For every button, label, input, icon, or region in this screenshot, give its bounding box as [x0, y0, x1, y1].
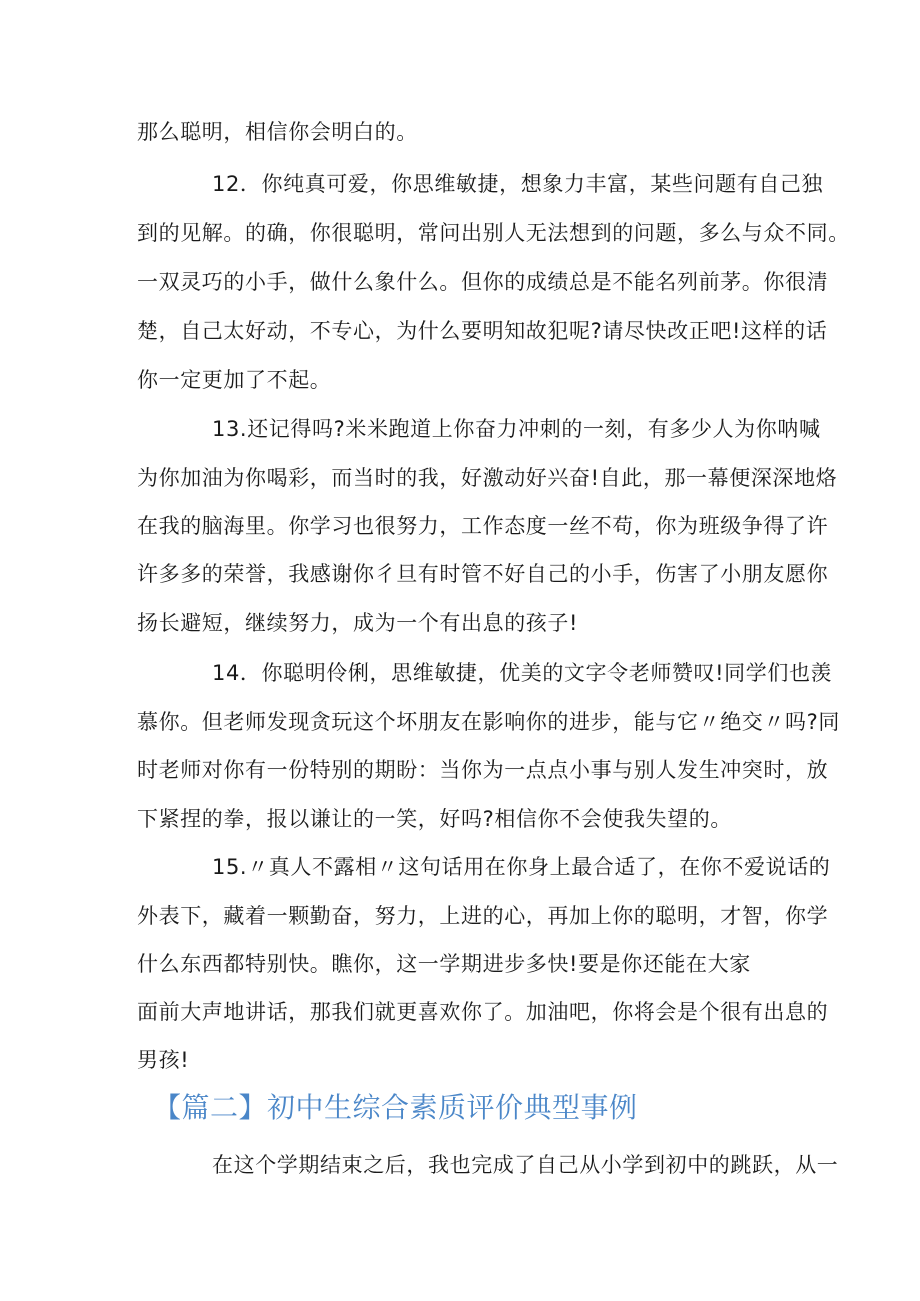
paragraph-first-line: 在这个学期结束之后，我也完成了自己从小学到初中的跳跃，从一	[212, 1153, 839, 1177]
text-line: 男孩!	[137, 1048, 190, 1072]
text-line: 那么聪明，相信你会明白的。	[137, 120, 418, 144]
text-line: 扬长避短，继续努力，成为一个有出息的孩子!	[137, 611, 579, 635]
section-heading: 【篇二】初中生综合素质评价典型事例	[153, 1091, 638, 1124]
text-line: 慕你。但老师发现贪玩这个坏朋友在影响你的进步，能与它〃绝交〃吗?同	[137, 710, 840, 734]
paragraph-15-first-line: 15.〃真人不露相〃这句话用在你身上最合适了，在你不爱说话的	[212, 855, 831, 879]
text-line: 为你加油为你喝彩，而当时的我，好激动好兴奋!自此，那一幕便深深地烙	[137, 466, 838, 490]
text-line: 外表下，藏着一颗勤奋，努力，上进的心，再加上你的聪明，才智，你学	[137, 904, 829, 928]
text-line: 下紧捏的拳，报以谦让的一笑，好吗?相信你不会使我失望的。	[137, 807, 732, 831]
text-line: 许多多的荣誉，我感谢你彳旦有时管不好自己的小手，伤害了小朋友愿你	[137, 562, 829, 586]
text-line: 到的见解。的确，你很聪明，常问出别人无法想到的问题，多么与众不同。	[137, 221, 850, 245]
text-line: 时老师对你有一份特别的期盼：当你为一点点小事与别人发生冲突时，放	[137, 758, 829, 782]
paragraph-14-first-line: 14．你聪明伶俐，思维敏捷，优美的文字令老师赞叹!同学们也羡	[212, 661, 833, 685]
text-line: 楚，自己太好动，不专心，为什么要明知故犯呢?请尽快改正吧!这样的话	[137, 319, 828, 343]
paragraph-12-first-line: 12．你纯真可爱，你思维敏捷，想象力丰富，某些问题有自己独	[212, 172, 824, 196]
text-line: 在我的脑海里。你学习也很努力，工作态度一丝不苟，你为班级争得了许	[137, 514, 829, 538]
paragraph-13-first-line: 13.还记得吗?米米跑道上你奋力冲刺的一刻，有多少人为你呐喊	[212, 417, 821, 441]
text-line: 一双灵巧的小手，做什么象什么。但你的成绩总是不能名列前茅。你很清	[137, 270, 829, 294]
text-line: 你一定更加了不起。	[137, 368, 332, 392]
text-line: 面前大声地讲话，那我们就更喜欢你了。加油吧，你将会是个很有出息的	[137, 1000, 829, 1024]
text-line: 什么东西都特别快。瞧你，这一学期进步多快!要是你还能在大家	[137, 952, 751, 976]
